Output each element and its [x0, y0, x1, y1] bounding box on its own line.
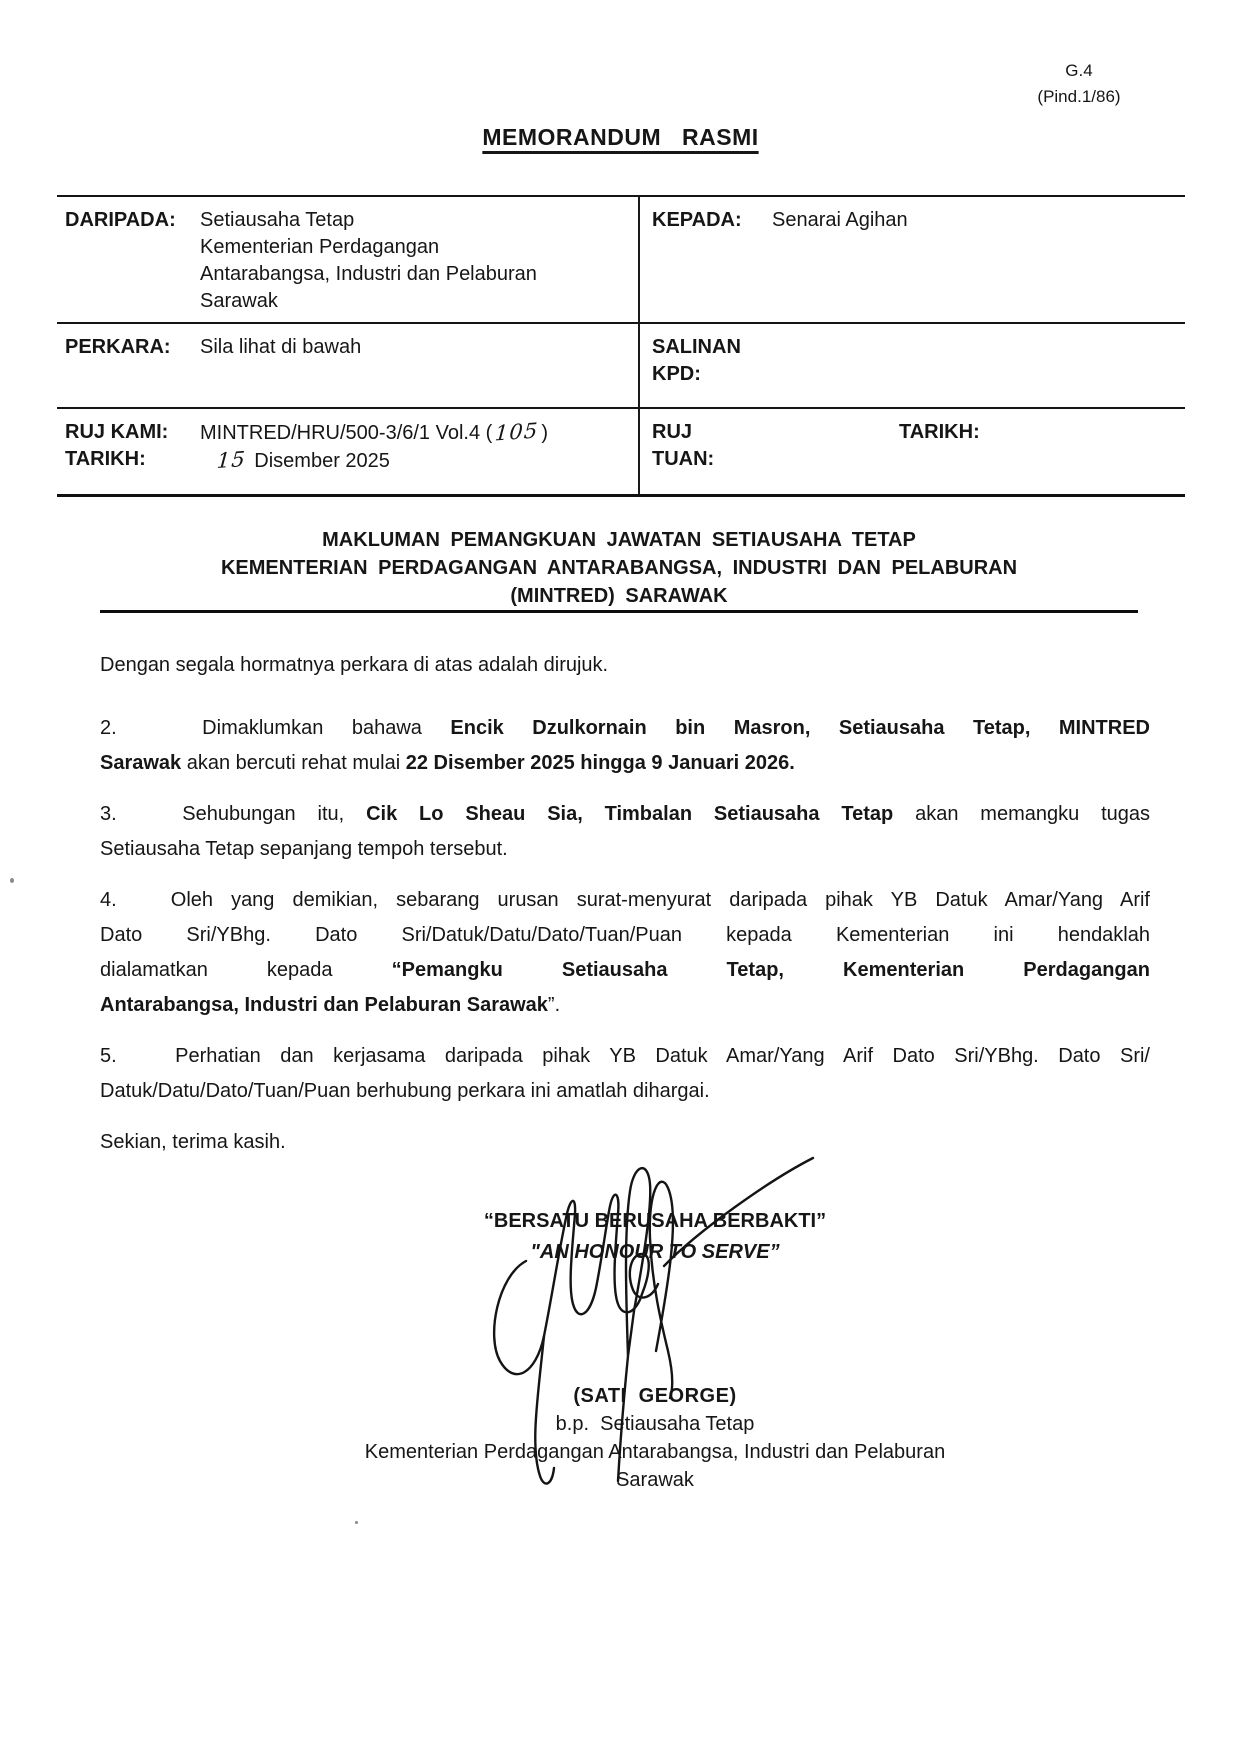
- table-row-ruj-tarikh: [57, 409, 1185, 494]
- paragraph-4: 4. Oleh yang demikian, sebarang urusan surat-menyurat daripada pihak YB Datuk Amar/Yang Arif Dato Sri/YBhg. Dato Sri/Datuk/Datu/Dato/Tuan/Puan kepada Kementerian ini hendaklah dialamatkan kepada “Pemangku Setiausaha Tetap, Kementerian Perdagangan Antarabangsa, Industri dan Pelaburan Sarawak”.: [100, 889, 1150, 1016]
- table-row-daripada-kepada: [57, 197, 1185, 324]
- table-row-perkara-salinan: [57, 324, 1185, 409]
- ruj-kami-value: MINTRED/HRU/500-3/6/1 Vol.4 (105): [200, 419, 638, 447]
- daripada-label: DARIPADA:: [65, 209, 176, 231]
- tarikh-right-label: TARIKH:: [899, 421, 980, 443]
- perkara-cell: [57, 324, 638, 407]
- tarikh-label: TARIKH:: [65, 448, 146, 470]
- paragraph-2: 2. Dimaklumkan bahawa Encik Dzulkornain bin Masron, Setiausaha Tetap, MINTRED Sarawak akan bercuti rehat mulai 22 Disember 2025 hingga 9 Januari 2026.: [100, 717, 1150, 774]
- paragraph-3: 3. Sehubungan itu, Cik Lo Sheau Sia, Timbalan Setiausaha Tetap akan memangku tugas Setiausaha Tetap sepanjang tempoh tersebut.: [100, 803, 1150, 860]
- ruj-tuan-cell: [640, 409, 1185, 494]
- paragraph-5: 5. Perhatian dan kerjasama daripada pihak YB Datuk Amar/Yang Arif Dato Sri/YBhg. Dato Sri/ Datuk/Datu/Dato/Tuan/Puan berhubung perkara ini amatlah dihargai.: [100, 1045, 1150, 1102]
- motto-line-malay: “BERSATU BERUSAHA BERBAKTI”: [483, 1210, 827, 1232]
- ruj-kami-tarikh-values: [200, 419, 638, 494]
- form-code: G.4: [1065, 61, 1093, 80]
- kepada-value: Senarai Agihan: [772, 209, 908, 231]
- memo-header-table: [57, 195, 1185, 497]
- ruj-tuan-label: RUJ TUAN:: [652, 421, 715, 470]
- signatory-org-line1: Kementerian Perdagangan Antarabangsa, Industri dan Pelaburan: [364, 1441, 946, 1463]
- ruj-kami-tarikh-labels: [65, 419, 200, 494]
- subject-line-2: KEMENTERIAN PERDAGANGAN ANTARABANGSA, INDUSTRI DAN PELABURAN: [220, 557, 1018, 579]
- signatory-on-behalf: b.p. Setiausaha Tetap: [555, 1413, 755, 1435]
- paragraph-intro: Dengan segala hormatnya perkara di atas adalah dirujuk.: [100, 654, 609, 676]
- perkara-label: PERKARA:: [65, 336, 171, 358]
- signatory-org-line2: Sarawak: [616, 1469, 694, 1491]
- motto-line-english: "AN HONOUR TO SERVE”: [530, 1241, 780, 1263]
- form-revision: (Pind.1/86): [1037, 87, 1121, 106]
- closing-line: Sekian, terima kasih.: [100, 1131, 286, 1153]
- salinan-kpd-cell: [640, 324, 1185, 407]
- handwritten-reference-number: 105: [494, 418, 540, 446]
- memo-body: [100, 648, 1150, 1176]
- subject-line-3: (MINTRED) SARAWAK: [510, 585, 728, 607]
- daripada-value: Setiausaha Tetap Kementerian Perdagangan Antarabangsa, Industri dan Pelaburan Sarawak: [200, 209, 537, 312]
- tarikh-value: 15 Disember 2025: [200, 447, 638, 475]
- kepada-cell: [640, 197, 1185, 322]
- page-title: MEMORANDUM RASMI: [482, 124, 759, 150]
- kepada-label: KEPADA:: [652, 209, 742, 231]
- ruj-kami-label: RUJ KAMI:: [65, 421, 169, 443]
- signature-scribble-icon: [478, 1146, 818, 1496]
- subject-heading: [100, 526, 1138, 610]
- subject-underline-rule: [100, 610, 1138, 613]
- scan-speck: [10, 878, 14, 883]
- subject-line-1: MAKLUMAN PEMANGKUAN JAWATAN SETIAUSAHA TETAP: [322, 529, 916, 551]
- daripada-cell: [57, 197, 638, 322]
- ruj-kami-tarikh-cell: [57, 409, 638, 494]
- salinan-kpd-label: SALINAN KPD:: [652, 336, 741, 385]
- scan-speck: [355, 1521, 358, 1524]
- handwritten-day: 15: [216, 447, 247, 473]
- signatory-name: (SATI GEORGE): [573, 1385, 737, 1407]
- perkara-value: Sila lihat di bawah: [200, 336, 362, 358]
- form-code-block: [1013, 58, 1145, 110]
